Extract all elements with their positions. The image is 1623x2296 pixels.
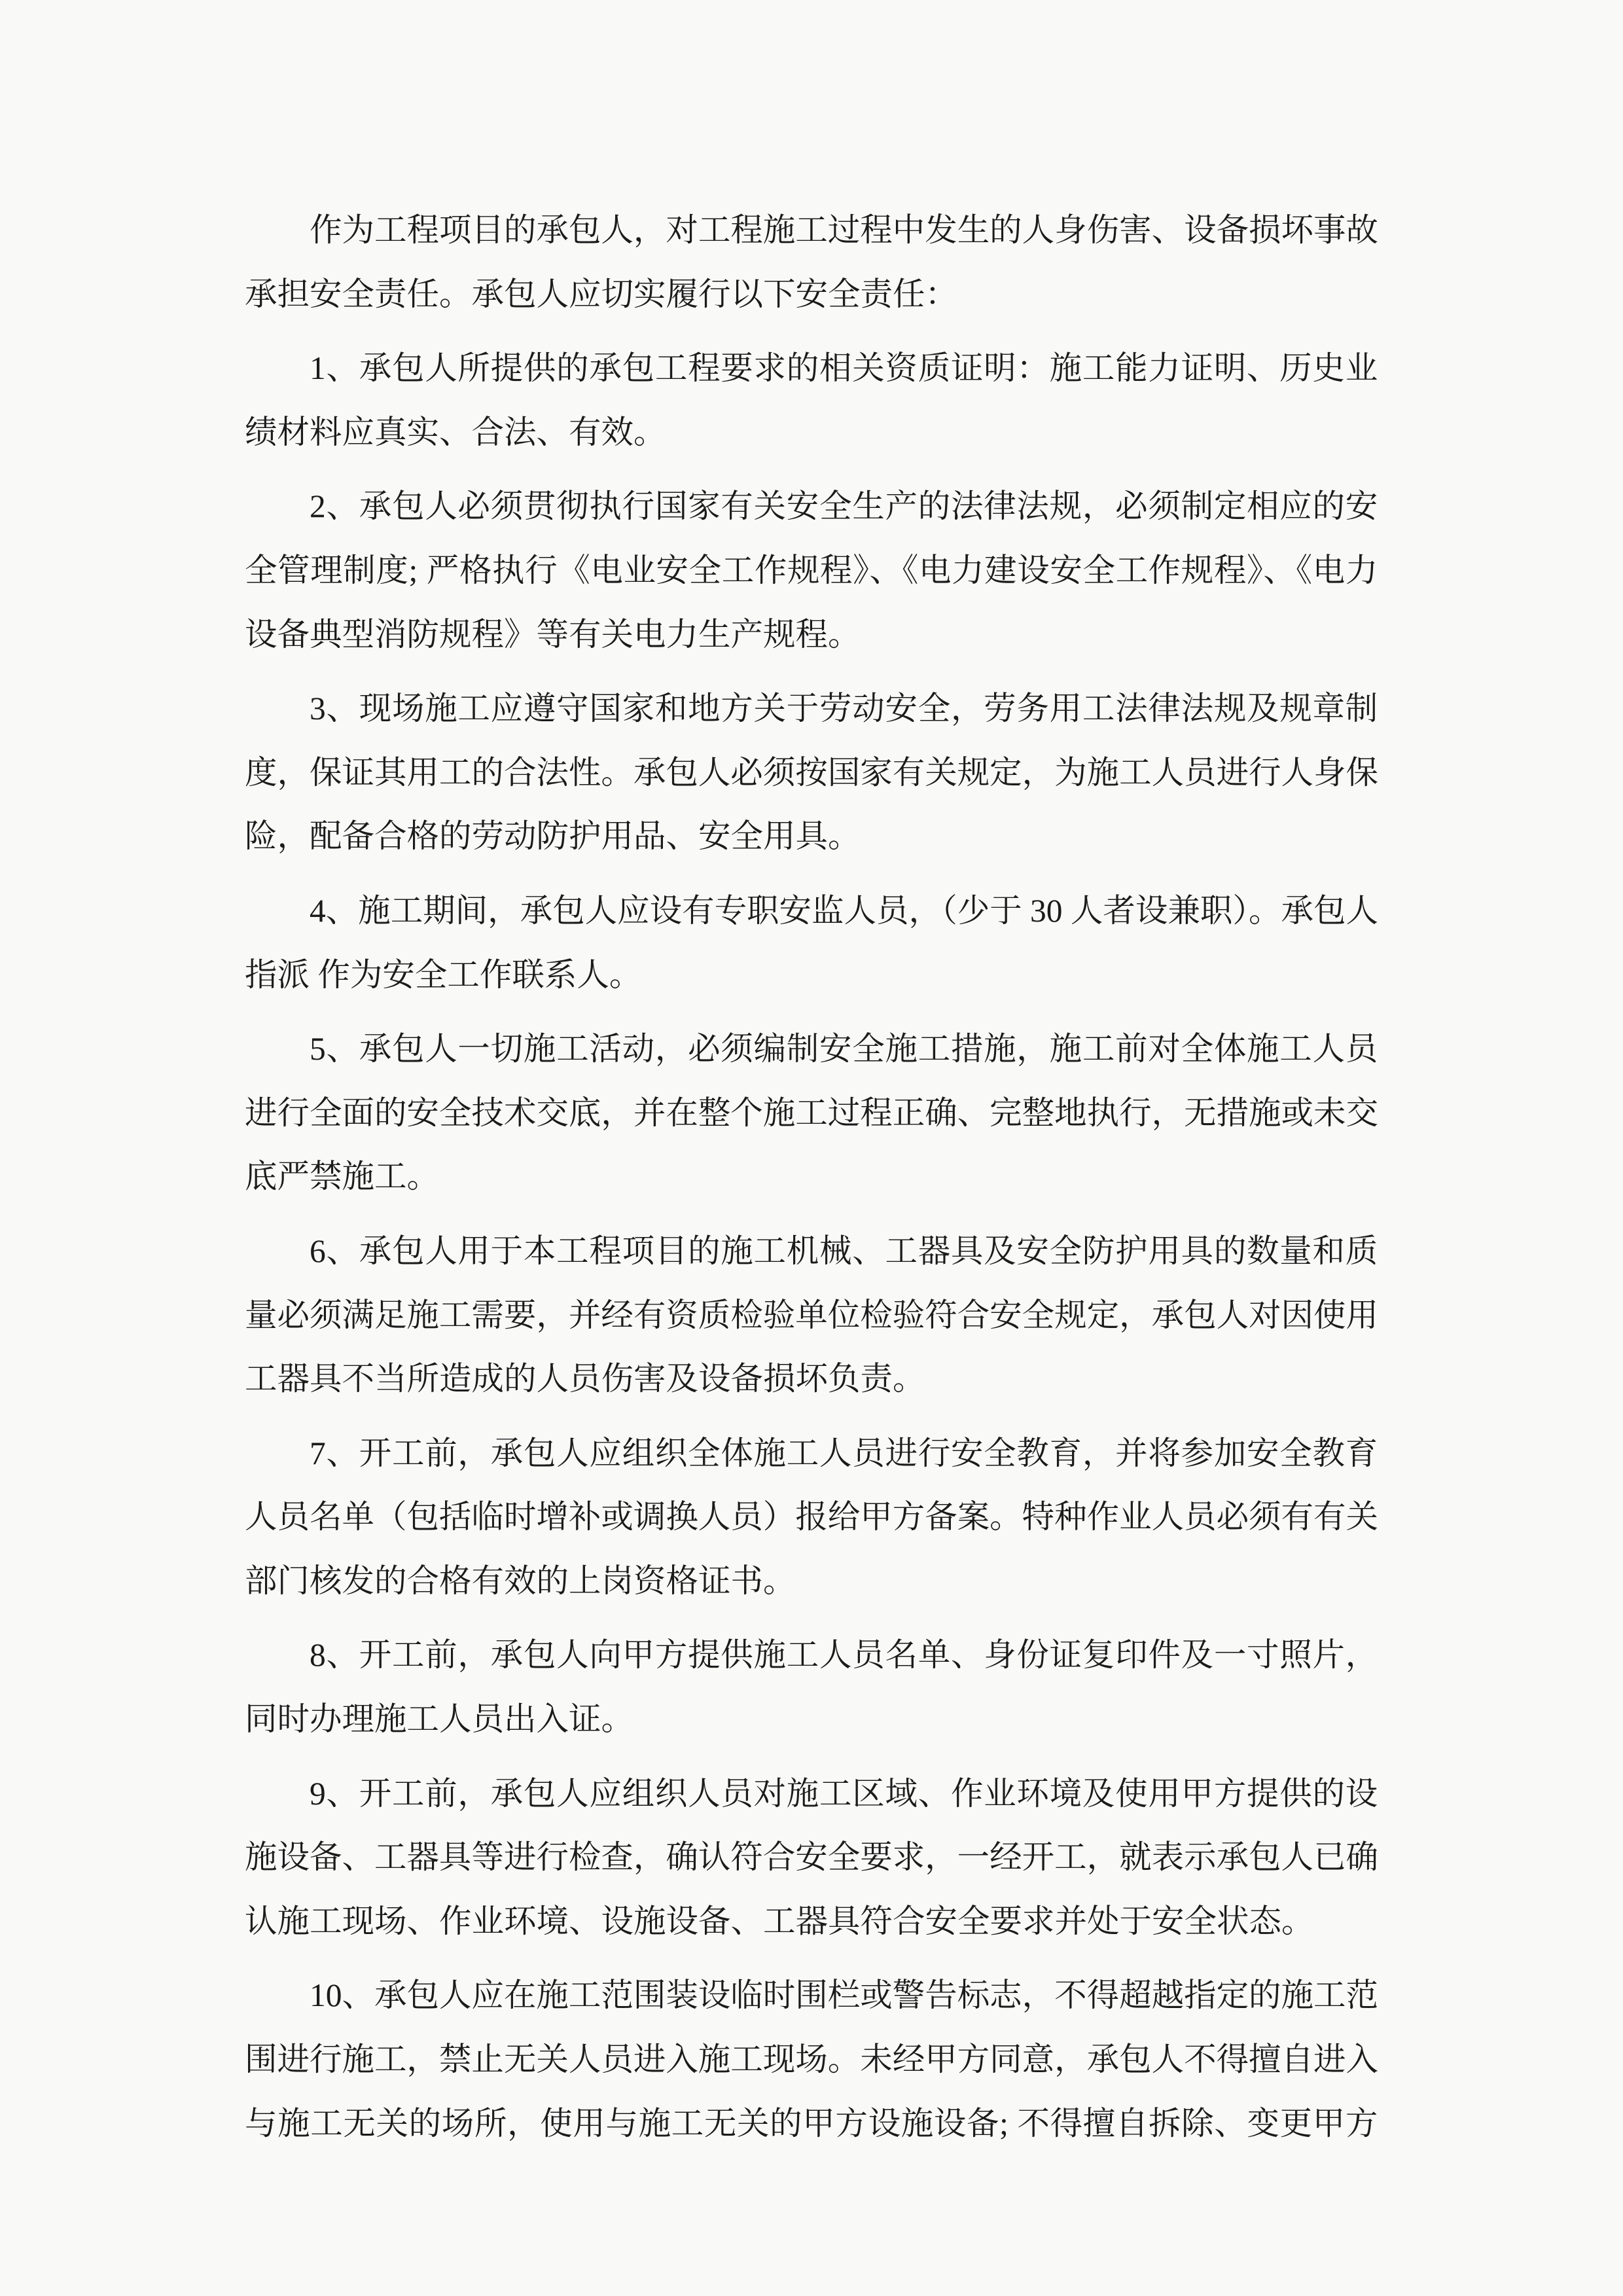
text-line xyxy=(245,1081,1378,1145)
text-line xyxy=(245,1549,1378,1613)
line-text: 3、现场施工应遵守国家和地方关于劳动安全，劳务用工法律法规及规章制 xyxy=(310,691,1378,727)
line-text: 2、承包人必须贯彻执行国家有关安全生产的法律法规，必须制定相应的安 xyxy=(310,488,1378,525)
text-line xyxy=(245,475,1378,539)
line-text: 人员名单（包括临时增补或调换人员）报给甲方备案。特种作业人员必须有有关 xyxy=(245,1499,1378,1535)
line-text: 底严禁施工。 xyxy=(245,1158,439,1195)
line-text: 量必须满足施工需要，并经有资质检验单位检验符合安全规定，承包人对因使用 xyxy=(245,1297,1378,1333)
text-line xyxy=(245,2092,1378,2156)
line-text: 部门核发的合格有效的上岗资格证书。 xyxy=(245,1562,796,1599)
line-text: 施设备、工器具等进行检查，确认符合安全要求，一经开工，就表示承包人已确 xyxy=(245,1839,1378,1876)
line-text: 1、承包人所提供的承包工程要求的相关资质证明：施工能力证明、历史业 xyxy=(310,350,1378,387)
text-line xyxy=(245,1422,1378,1486)
line-text: 绩材料应真实、合法、有效。 xyxy=(245,414,666,450)
text-line xyxy=(245,1145,1378,1209)
text-line xyxy=(245,1623,1378,1687)
line-text: 指派 作为安全工作联系人。 xyxy=(245,956,642,993)
line-text: 6、承包人用于本工程项目的施工机械、工器具及安全防护用具的数量和质 xyxy=(310,1232,1378,1269)
line-text: 7、开工前，承包人应组织全体施工人员进行安全教育，并将参加安全教育 xyxy=(310,1435,1378,1471)
text-line xyxy=(245,198,1378,262)
line-text: 10、承包人应在施工范围装设临时围栏或警告标志，不得超越指定的施工范 xyxy=(310,1977,1378,2014)
document-body xyxy=(245,198,1378,2166)
line-text: 作为工程项目的承包人，对工程施工过程中发生的人身伤害、设备损坏事故 xyxy=(310,212,1378,248)
text-line xyxy=(245,539,1378,603)
text-line xyxy=(245,1283,1378,1348)
text-line xyxy=(245,804,1378,869)
line-text: 8、开工前，承包人向甲方提供施工人员名单、身份证复印件及一寸照片， xyxy=(310,1637,1378,1674)
line-text: 5、承包人一切施工活动，必须编制安全施工措施，施工前对全体施工人员 xyxy=(310,1031,1378,1067)
line-text: 与施工无关的场所，使用与施工无关的甲方设施设备; 不得擅自拆除、变更甲方 xyxy=(245,2105,1378,2142)
line-text: 进行全面的安全技术交底，并在整个施工过程正确、完整地执行，无措施或未交 xyxy=(245,1094,1378,1131)
text-line xyxy=(245,943,1378,1007)
text-line xyxy=(245,1485,1378,1549)
text-line xyxy=(245,1964,1378,2028)
text-line xyxy=(245,1219,1378,1283)
text-line xyxy=(245,879,1378,943)
line-text: 承担安全责任。承包人应切实履行以下安全责任： xyxy=(245,276,957,312)
line-text: 认施工现场、作业环境、设施设备、工器具符合安全要求并处于安全状态。 xyxy=(245,1903,1314,1939)
line-text: 围进行施工，禁止无关人员进入施工现场。未经甲方同意，承包人不得擅自进入 xyxy=(245,2041,1378,2078)
line-text: 度，保证其用工的合法性。承包人必须按国家有关规定，为施工人员进行人身保 xyxy=(245,754,1378,791)
line-text: 全管理制度; 严格执行《电业安全工作规程》、《电力建设安全工作规程》、《电力 xyxy=(245,552,1378,588)
text-line xyxy=(245,677,1378,741)
text-line xyxy=(245,1762,1378,1826)
text-line xyxy=(245,1687,1378,1751)
text-line xyxy=(245,1347,1378,1411)
line-text: 工器具不当所造成的人员伤害及设备损坏负责。 xyxy=(245,1361,925,1397)
text-line xyxy=(245,336,1378,401)
line-text: 设备典型消防规程》等有关电力生产规程。 xyxy=(245,616,861,653)
line-text: 同时办理施工人员出入证。 xyxy=(245,1701,633,1738)
text-line xyxy=(245,1017,1378,1081)
text-line xyxy=(245,262,1378,327)
text-line xyxy=(245,1825,1378,1890)
text-line xyxy=(245,401,1378,465)
text-line xyxy=(245,741,1378,805)
line-text: 4、施工期间，承包人应设有专职安监人员，（少于 30 人者设兼职）。承包人 xyxy=(310,892,1378,929)
text-line xyxy=(245,2028,1378,2092)
line-text: 险，配备合格的劳动防护用品、安全用具。 xyxy=(245,818,861,855)
line-text: 9、开工前，承包人应组织人员对施工区域、作业环境及使用甲方提供的设 xyxy=(310,1775,1378,1812)
text-line xyxy=(245,1890,1378,1954)
text-line xyxy=(245,603,1378,667)
